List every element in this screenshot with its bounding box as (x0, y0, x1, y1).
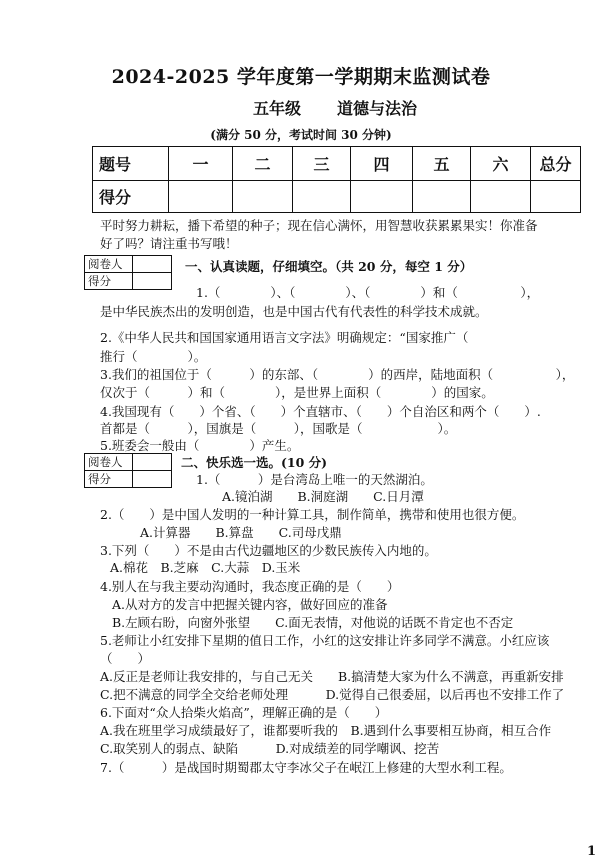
section2-line: A.镜泊湖 B.洞庭湖 C.日月潭 (222, 489, 424, 504)
score-cell[interactable] (413, 181, 471, 213)
subject-label: 道德与法治 (337, 99, 418, 118)
score-cell[interactable] (531, 181, 581, 213)
intro-line: 好了吗？请注重书写哦！ (100, 236, 238, 251)
section1-line: 推行（ ）。 (100, 349, 207, 364)
section2-line: C.取笑别人的弱点、缺陷 D.对成绩差的同学嘲讽、挖苦 (100, 741, 440, 756)
grade-label: 五年级 (253, 99, 302, 118)
grader-score-label: 得分 (85, 471, 133, 488)
score-header-cell: 四 (351, 147, 413, 181)
score-header-cell: 三 (293, 147, 351, 181)
section2-line: 3.下列（ ）不是由古代边疆地区的少数民族传入内地的。 (100, 543, 437, 558)
section2-line: 1.（ ）是台湾岛上唯一的天然湖泊。 (196, 472, 433, 487)
score-cell[interactable] (233, 181, 293, 213)
score-header-cell: 五 (413, 147, 471, 181)
section2-line: B.左顾右盼，向窗外张望 C.面无表情，对他说的话既不肯定也不否定 (112, 615, 514, 630)
section2-line: A.我在班里学习成绩最好了，谁都要听我的 B.遇到什么事要相互协商，相互合作 (100, 723, 552, 738)
section1-line: 首都是（ ），国旗是（ ），国歌是（ ）。 (100, 421, 457, 436)
score-header-cell: 二 (233, 147, 293, 181)
page-number: 1 (586, 844, 596, 859)
score-header-cell: 总分 (531, 147, 581, 181)
section1-line: 仅次于（ ）和（ ），是世界上面积（ ）的国家。 (100, 385, 494, 400)
section2-line: （ ） (100, 651, 151, 666)
section2-line: C.把不满意的同学全交给老师处理 D.觉得自己很委屈，以后再也不安排工作了 (100, 687, 565, 702)
score-table-header-row (93, 147, 581, 181)
score-cell[interactable] (351, 181, 413, 213)
section2-line: A.反正是老师让我安排的，与自己无关 B.搞清楚大家为什么不满意，再重新安排 (100, 669, 564, 684)
grader-box (84, 255, 172, 290)
section1-line: 是中华民族杰出的发明创造，也是中国古代有代表性的科学技术成就。 (100, 304, 488, 319)
score-row-label: 得分 (93, 181, 169, 213)
section2-line: A.棉花 B.芝麻 C.大蒜 D.玉米 (110, 560, 301, 575)
score-header-cell: 六 (471, 147, 531, 181)
score-header-cell: 题号 (93, 147, 169, 181)
exam-title: 2024-2025 学年度第一学期期末监测试卷 (111, 66, 491, 88)
section1-line: 2.《中华人民共和国国家通用语言文字法》明确规定：“国家推广（ (100, 330, 544, 345)
grader-score-cell[interactable] (133, 273, 172, 290)
reviewer-cell[interactable] (133, 454, 172, 471)
reviewer-label: 阅卷人 (85, 454, 133, 471)
section2-line: 6.下面对“众人拾柴火焰高”，理解正确的是（ ） (100, 705, 388, 720)
reviewer-cell[interactable] (133, 256, 172, 273)
score-header-cell: 一 (169, 147, 233, 181)
section2-line: A.从对方的发言中把握关键内容，做好回应的准备 (112, 597, 388, 612)
section1-line: 1.（ ）、（ ）、（ ）和（ ）， (196, 285, 540, 300)
section2-heading: 二、快乐选一选。(10 分) (181, 455, 328, 470)
section1-line: 4.我国现有（ ）个省、（ ）个直辖市、（ ）个自治区和两个（ ）. (100, 404, 541, 419)
reviewer-label: 阅卷人 (85, 256, 133, 273)
score-table-score-row (93, 181, 581, 213)
section2-line: 4.别人在与我主要动沟通时，我态度正确的是（ ） (100, 579, 400, 594)
intro-line: 平时努力耕耘，播下希望的种子；现在信心满怀，用智慧收获累累果实！你准备 (100, 218, 538, 233)
section1-line: 5.班委会一般由（ ）产生。 (100, 438, 300, 453)
grader-score-cell[interactable] (133, 471, 172, 488)
score-cell[interactable] (293, 181, 351, 213)
score-cell[interactable] (169, 181, 233, 213)
section2-line: 5.老师让小红安排下星期的值日工作，小红的这安排让许多同学不满意。小红应该 (100, 633, 550, 648)
grader-box (84, 453, 172, 488)
grader-score-label: 得分 (85, 273, 133, 290)
section1-heading: 一、认真读题，仔细填空。（共 20 分，每空 1 分） (185, 259, 473, 274)
section2-line: A.计算器 B.算盘 C.司母戊鼎 (140, 525, 342, 540)
score-cell[interactable] (471, 181, 531, 213)
section2-line: 7.（ ）是战国时期蜀郡太守李冰父子在岷江上修建的大型水利工程。 (100, 760, 512, 775)
section1-line: 3.我们的祖国位于（ ）的东部、（ ）的西岸，陆地面积（ ）， (100, 367, 575, 382)
score-table (92, 146, 581, 213)
exam-note: (满分 50 分，考试时间 30 分钟) (210, 128, 392, 142)
section2-line: 2.（ ）是中国人发明的一种计算工具，制作简单，携带和使用也很方便。 (100, 507, 525, 522)
